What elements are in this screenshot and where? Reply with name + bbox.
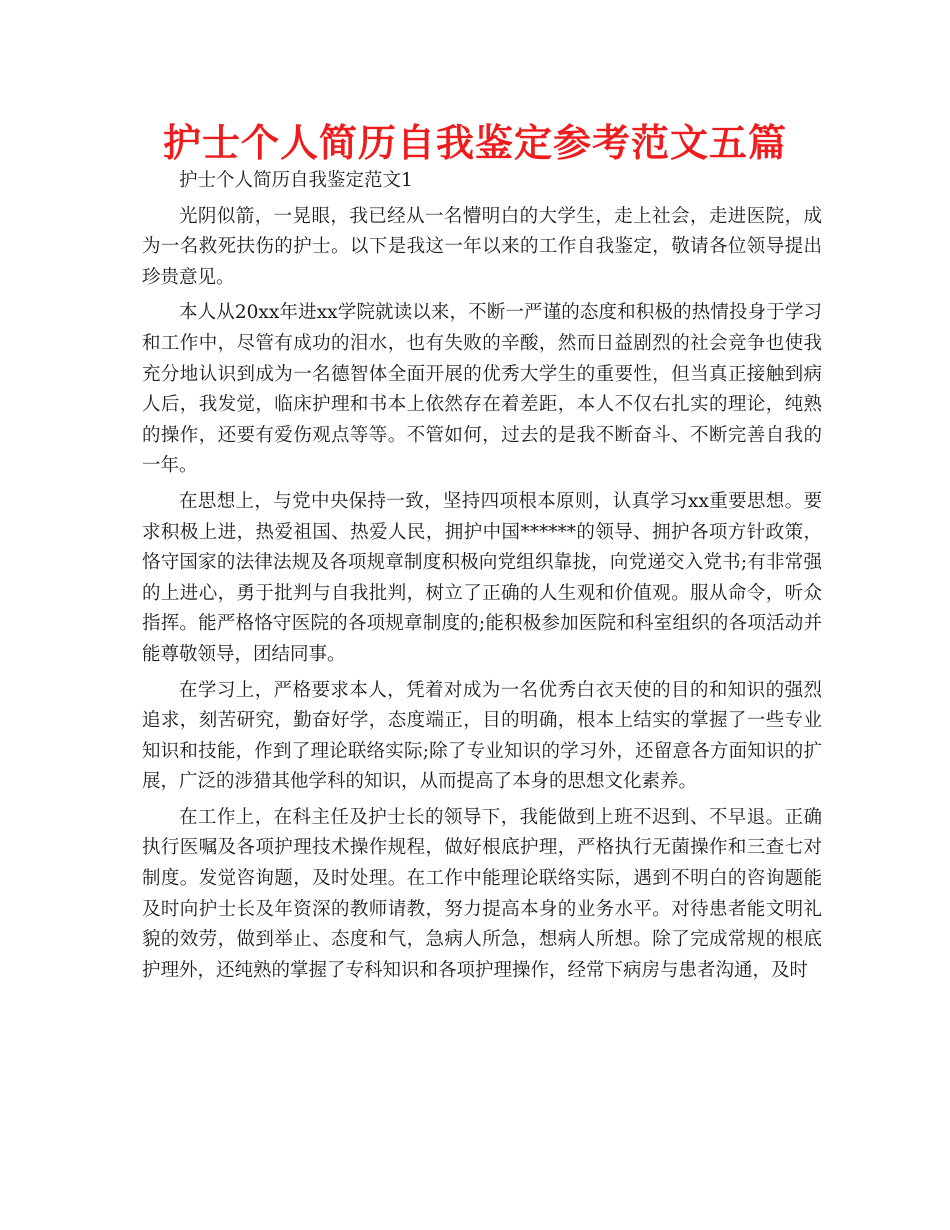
paragraph-2: 本人从20xx年进xx学院就读以来，不断一严谨的态度和积极的热情投身于学习和工作中，尽管有成功的泪水，也有失败的辛酸，然而日益剧烈的社会竞争也使我充分地认识到成为一名德智体全面开展的优秀大学生的重要性，但当真正接触到病人后，我发觉，临床护理和书本上依然存在着差距，本人不仅右扎实的理论，纯熟的操作，还要有爱伤观点等等。不管如何，过去的是我不断奋斗、不断完善自我的一年。 — [142, 302, 822, 477]
paragraph-3: 在思想上，与党中央保持一致，坚持四项根本原则，认真学习xx重要思想。要求积极上进，热爱祖国、热爱人民，拥护中国******的领导、拥护各项方针政策，恪守国家的法律法规及各项规章制度积极向党组织靠拢，向党递交入党书;有非常强的上进心，勇于批判与自我批判，树立了正确的人生观和价值观。服从命令，听众指挥。能严格恪守医院的各项规章制度的;能积极参加医院和科室组织的各项活动并能尊敬领导，团结同事。 — [142, 490, 822, 665]
paragraph-5: 在工作上，在科主任及护士长的领导下，我能做到上班不迟到、不早退。正确执行医嘱及各项护理技术操作规程，做好根底护理，严格执行无菌操作和三查七对制度。发觉咨询题，及时处理。在工作中能理论联络实际，遇到不明白的咨询题能及时向护士长及年资深的教师请教，努力提高本身的业务水平。对待患者能文明礼貌的效劳，做到举止、态度和气，急病人所急，想病人所想。除了完成常规的根底护理外，还纯熟的掌握了专科知识和各项护理操作，经常下病房与患者沟通，及时 — [142, 806, 822, 981]
document-title: 护士个人简历自我鉴定参考范文五篇 — [162, 121, 787, 165]
section-subheading: 护士个人简历自我鉴定范文1 — [179, 170, 413, 191]
paragraph-1: 光阴似箭，一晃眼，我已经从一名懵明白的大学生，走上社会，走进医院，成为一名救死扶伤的护士。以下是我这一年以来的工作自我鉴定，敬请各位领导提出珍贵意见。 — [142, 205, 822, 288]
document-body — [142, 166, 822, 986]
paragraph-4: 在学习上，严格要求本人，凭着对成为一名优秀白衣天使的目的和知识的强烈追求，刻苦研究，勤奋好学，态度端正，目的明确，根本上结实的掌握了一些专业知识和技能，作到了理论联络实际;除了专业知识的学习外，还留意各方面知识的扩展，广泛的涉猎其他学科的知识，从而提高了本身的思想文化素养。 — [142, 679, 822, 793]
